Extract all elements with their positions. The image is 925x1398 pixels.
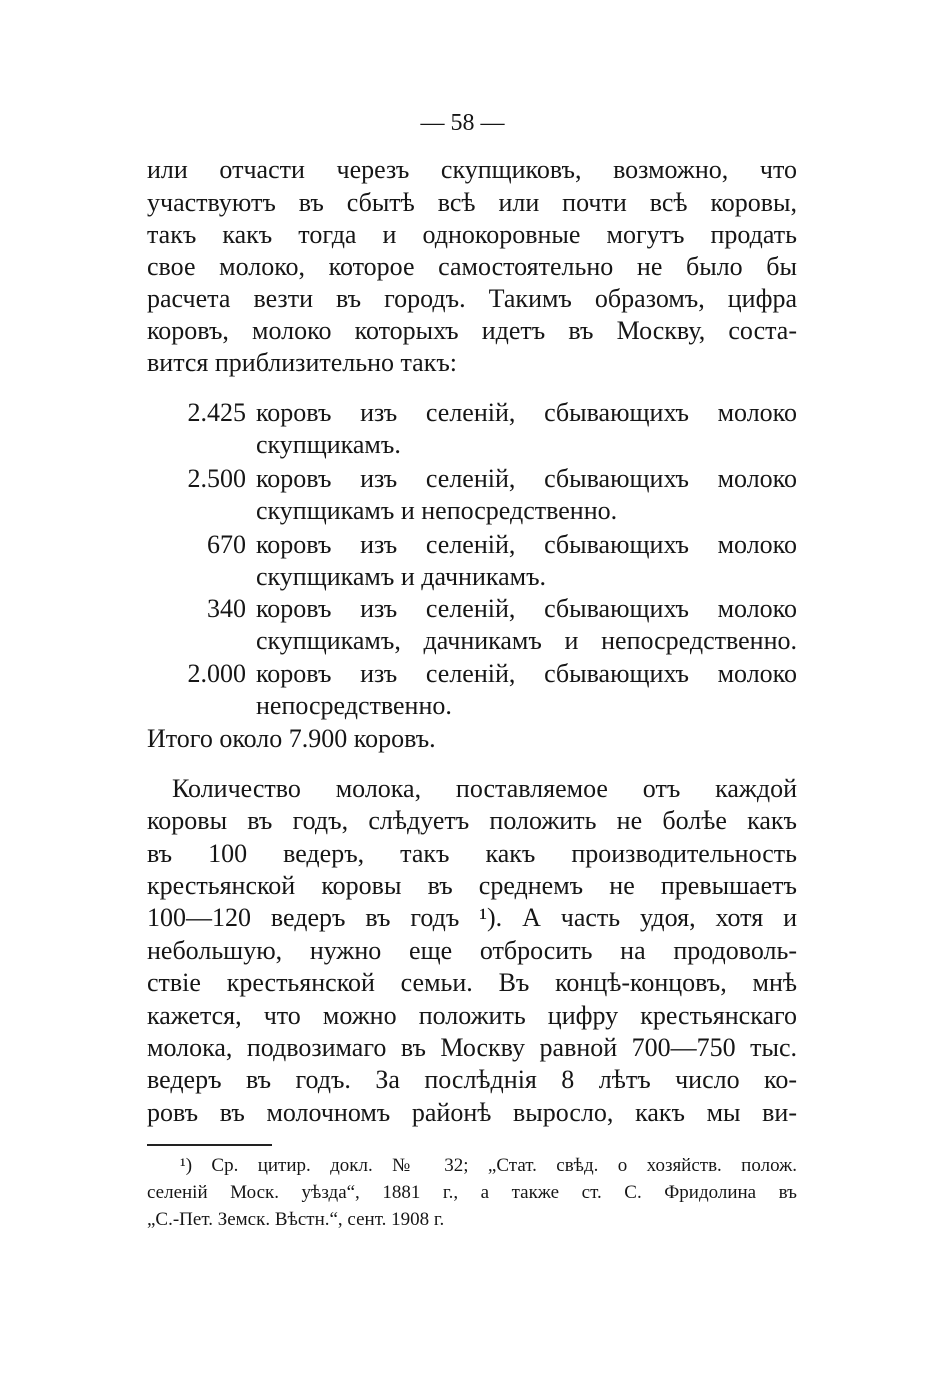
paragraph-line: участвуютъ въ сбытѣ всѣ или почти всѣ коровы, — [147, 188, 797, 217]
paragraph-line: молока, подвозимаго въ Москву равной 700—750 тыс. — [147, 1033, 797, 1062]
list-item-continuation: скупщикамъ и дачникамъ. — [256, 562, 547, 591]
list-item-count: 2.000 — [187, 659, 246, 688]
list-item-count: 340 — [207, 594, 246, 623]
list-item-text: коровъ изъ селеній, сбывающихъ молоко — [256, 659, 797, 688]
paragraph-line: расчета везти въ городъ. Такимъ образомъ, цифра — [147, 284, 797, 313]
paragraph-line: такъ какъ тогда и однокоровные могутъ продать — [147, 220, 797, 249]
list-item-continuation: скупщикамъ и непосредственно. — [256, 496, 618, 525]
list-item-continuation: непосредственно. — [256, 691, 452, 720]
list-item-text: коровъ изъ селеній, сбывающихъ молоко — [256, 594, 797, 623]
paragraph-line: крестьянской коровы въ среднемъ не превышаетъ — [147, 871, 797, 900]
paragraph-line: кажется, что можно положить цифру крестьянскаго — [147, 1001, 797, 1030]
paragraph-line: или отчасти черезъ скупщиковъ, возможно, что — [147, 155, 797, 184]
list-item-text: коровъ изъ селеній, сбывающихъ молоко — [256, 530, 797, 559]
paragraph-line: вится приблизительно такъ: — [147, 348, 458, 377]
paragraph-line: коровы въ годъ, слѣдуетъ положить не болѣе какъ — [147, 806, 797, 835]
paragraph-line: ведеръ въ годъ. За послѣднія 8 лѣтъ число ко- — [147, 1065, 797, 1094]
paragraph-line: въ 100 ведеръ, такъ какъ производительность — [147, 839, 797, 868]
list-item-continuation: скупщикамъ. — [256, 430, 401, 459]
list-item-count: 670 — [207, 530, 246, 559]
list-item-continuation: скупщикамъ, дачникамъ и непосредственно. — [256, 626, 797, 655]
paragraph-line: коровъ, молоко которыхъ идетъ въ Москву, соста- — [147, 316, 797, 345]
paragraph-line: ствіе крестьянской семьи. Въ концѣ-концовъ, мнѣ — [147, 968, 797, 997]
paragraph-line: 100—120 ведеръ въ годъ ¹). А часть удоя, хотя и — [147, 903, 797, 932]
list-item-count: 2.500 — [187, 464, 246, 493]
total-line: Итого около 7.900 коровъ. — [147, 724, 436, 753]
list-item-count: 2.425 — [187, 398, 246, 427]
paragraph-line: небольшую, нужно еще отбросить на продоволь- — [147, 936, 797, 965]
footnote-rule — [147, 1144, 272, 1146]
paragraph-line: свое молоко, которое самостоятельно не было бы — [147, 252, 797, 281]
page-number: — 58 — — [420, 110, 505, 136]
footnote-line: ¹) Ср. цитир. докл. № 32; „Стат. свѣд. о хозяйств. полож. — [180, 1155, 797, 1176]
footnote-line: селеній Моск. уѣзда“, 1881 г., а также ст. С. Фридолина въ — [147, 1182, 797, 1203]
paragraph-line: ровъ въ молочномъ районѣ выросло, какъ мы ви- — [147, 1098, 797, 1127]
footnote-line: „С.-Пет. Земск. Вѣстн.“, сент. 1908 г. — [147, 1209, 445, 1230]
list-item-text: коровъ изъ селеній, сбывающихъ молоко — [256, 398, 797, 427]
paragraph-line: Количество молока, поставляемое отъ каждой — [172, 774, 797, 803]
list-item-text: коровъ изъ селеній, сбывающихъ молоко — [256, 464, 797, 493]
